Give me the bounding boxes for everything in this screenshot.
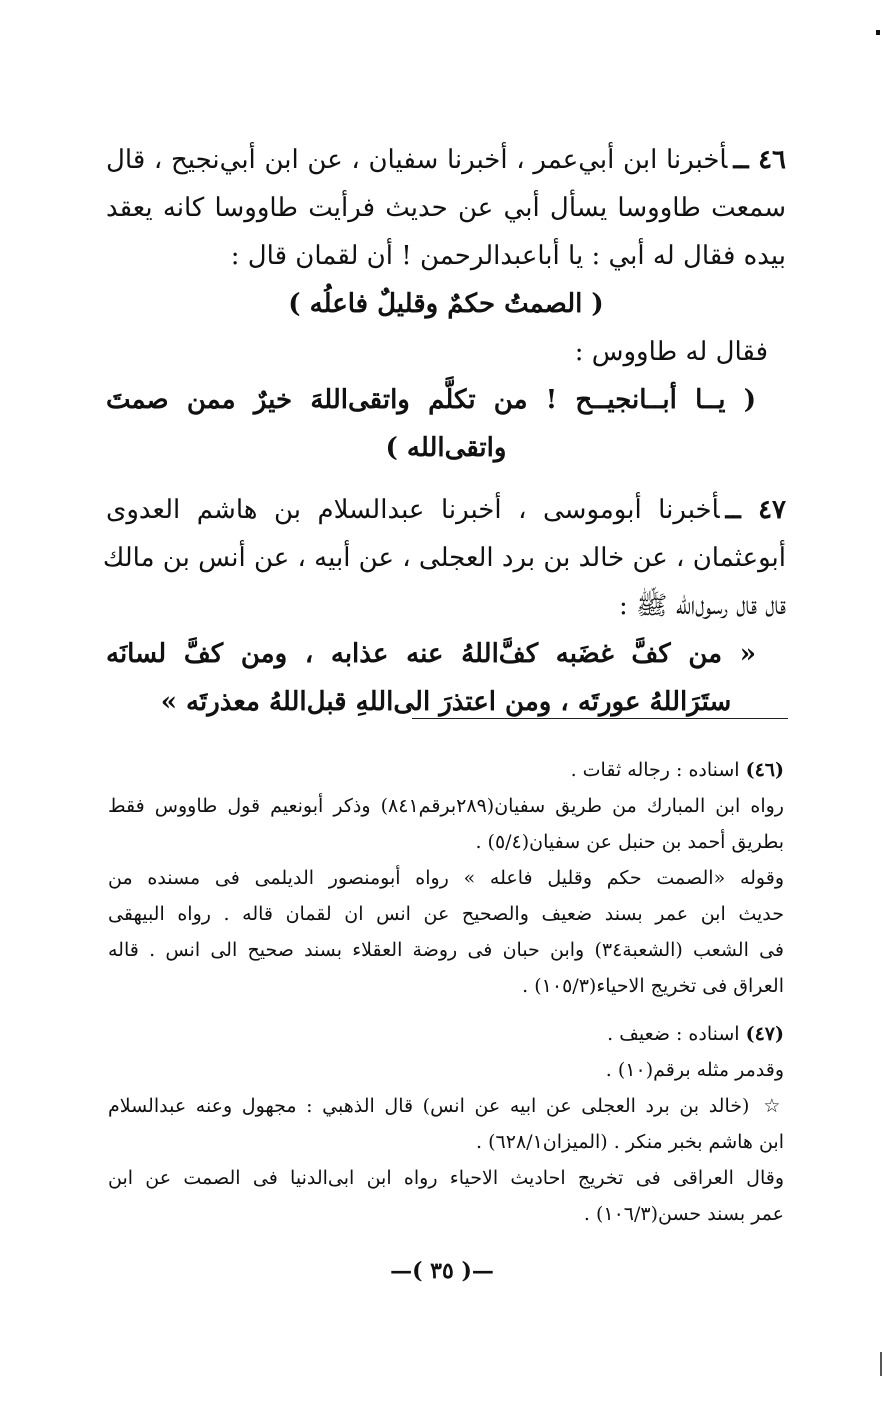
- star-icon: ☆: [763, 1095, 784, 1117]
- hadith-47-quote-line1: « من كفَّ غضَبه كفَّ‌اللهُ عنه عذابه ، ومن كفَّ لسانَه: [106, 639, 756, 669]
- note-46-line: العراق فى تخريج الاحياء(١٠٥/٣) .: [522, 975, 784, 997]
- footnotes: [108, 752, 784, 1232]
- hadith-46-quote2-line2: واتقى‌الله ): [385, 433, 507, 463]
- note-47-line: وقدمر مثله برقم(١٠) .: [605, 1059, 784, 1081]
- hadith-text: أخبرنا ابن أبي‌عمر ، أخبرنا سفيان ، عن ابن أبي‌نجيح ، قال: [106, 145, 728, 175]
- note-46-line: حديث ابن عمر بسند ضعيف والصحيح عن انس ان لقمان قاله . رواه البيهقى: [108, 903, 784, 925]
- note-46-line: بطريق أحمد بن حنبل عن سفيان(٥/٤) .: [475, 831, 784, 853]
- main-text: [102, 136, 786, 726]
- hadith-46-quote: ( الصمتُ حكمٌ وقليلٌ فاعلُه ): [288, 289, 604, 319]
- note-46-head: [108, 752, 784, 788]
- note-47-line: وقال العراقى فى تخريج احاديث الاحياء رواه ابن ابى‌الدنيا فى الصمت عن ابن: [108, 1167, 784, 1189]
- hadith-47-line-1: [106, 486, 786, 534]
- hadith-number: ٤٧ ــ: [725, 495, 786, 525]
- hadith-46-line-2: سمعت طاووسا يسأل أبي عن حديث فرأيت طاووسا كانه يعقد: [106, 193, 786, 223]
- hadith-47-line-3: قال قال رسول‌الله ﷺ :: [619, 591, 786, 621]
- hadith-number: ٤٦ ــ: [733, 145, 786, 175]
- note-head-text: اسناده : رجاله ثقات .: [570, 759, 740, 781]
- note-number: (٤٧): [745, 1023, 784, 1045]
- hadith-47-quote-line2: ستَرَاللهُ عورتَه ، ومن اعتذرَ الى‌اللهِ قبل‌اللهُ معذرتَه »: [160, 687, 732, 717]
- note-number: (٤٦): [745, 759, 784, 781]
- note-text: (خالد بن برد العجلى عن ابيه عن انس) قال الذهبي : مجهول وعنه عبدالسلام: [108, 1095, 750, 1117]
- note-47-line: عمر بسند حسن(١٠٦/٣) .: [583, 1203, 784, 1225]
- note-47-head: [108, 1016, 784, 1052]
- note-46-line: وقوله «الصمت حكم وقليل فاعله » رواه أبومنصور الديلمى فى مسنده من: [108, 867, 784, 889]
- hadith-46-line-1: [106, 136, 786, 184]
- footnote-divider: [412, 718, 788, 719]
- note-46-line: رواه ابن المبارك من طريق سفيان(٢٨٩برقم٨٤١) وذكر أبونعيم قول طاووس فقط: [108, 795, 784, 817]
- note-head-text: اسناده : ضعيف .: [607, 1023, 740, 1045]
- hadith-text: أخبرنا أبوموسى ، أخبرنا عبدالسلام بن هاشم العدوى: [106, 495, 720, 525]
- hadith-46-said: فقال له طاووس :: [574, 337, 768, 367]
- page-number: —( ٣٥ )—: [390, 1258, 494, 1284]
- note-46-line: فى الشعب (الشعبة٣٤) وابن حبان فى روضة العقلاء بسند صحيح الى انس . قاله: [108, 939, 784, 961]
- hadith-46-quote2-line1: ( يــا أبــانجيــح ! من تكلَّم واتقى‌اللهَ خيرٌ ممن صمتَ: [106, 385, 756, 415]
- note-47-line: ابن هاشم بخبر منكر . (الميزان٦٢٨/١) .: [476, 1131, 784, 1153]
- note-47-star-line: [108, 1088, 784, 1124]
- scan-edge-mark: [880, 1352, 882, 1376]
- hadith-46-line-3: بيده فقال له أبي : يا أباعبدالرحمن ! أن لقمان قال :: [230, 241, 786, 271]
- ink-speck: [876, 30, 880, 35]
- hadith-47-line-2: أبوعثمان ، عن خالد بن برد العجلى ، عن أبيه ، عن أنس بن مالك: [102, 543, 786, 573]
